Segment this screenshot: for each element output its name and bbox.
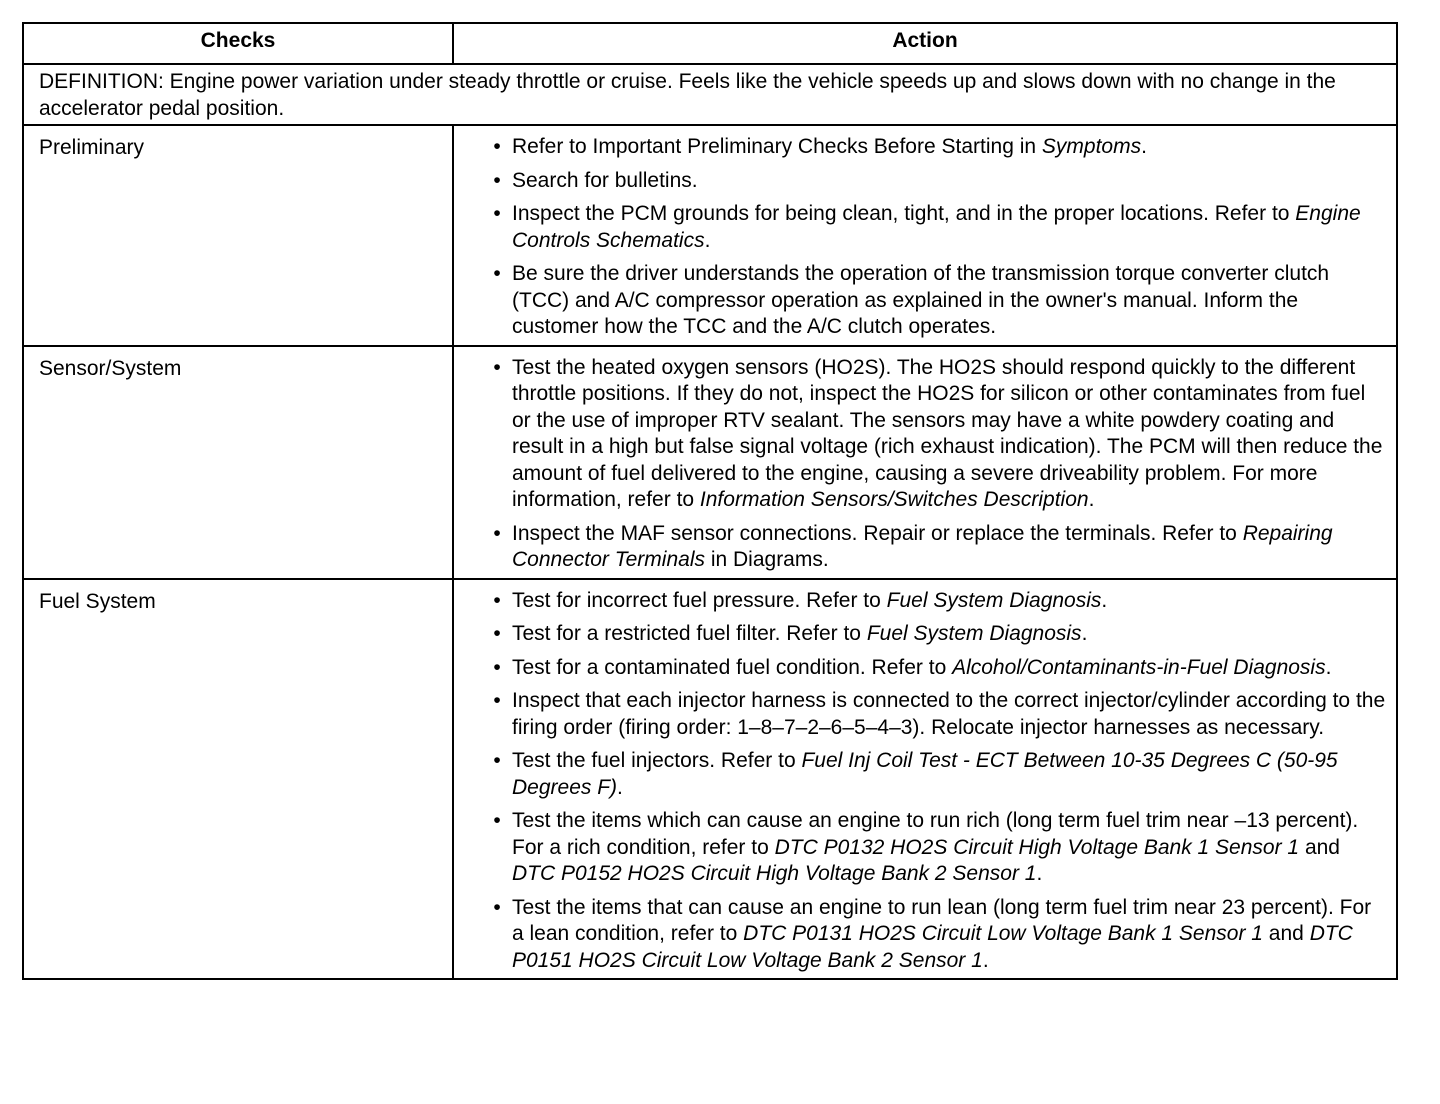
reference-link-text: DTC P0152 HO2S Circuit High Voltage Bank 2 Sensor 1 (512, 862, 1037, 885)
bullet-icon: • (493, 809, 501, 832)
reference-link-text: Information Sensors/Switches Description (699, 488, 1089, 511)
action-item: • Test the items that can cause an engine to run lean (long term fuel trim near 23 percent). For a lean condition, refer to DTC P0131 HO2S Circuit Low Voltage Bank 1 Sensor 1 and DTC P0151 HO2S Circuit Low Voltage Bank 2 Sensor 1. (490, 895, 1388, 975)
reference-link-text: Fuel System Diagnosis (866, 622, 1082, 645)
bullet-icon: • (493, 749, 501, 772)
action-item: • Test for a restricted fuel filter. Refer to Fuel System Diagnosis. (490, 621, 1388, 648)
bullet-icon: • (493, 168, 501, 192)
header-row (23, 23, 1397, 64)
action-item: • Test the fuel injectors. Refer to Fuel Inj Coil Test - ECT Between 10-35 Degrees C (50-95 Degrees F). (490, 748, 1388, 801)
action-cell (453, 579, 1397, 980)
bullet-icon: • (493, 262, 501, 285)
reference-link-text: Repairing Connector Terminals (512, 521, 1333, 571)
action-item: • Search for bulletins. (490, 168, 1388, 195)
bullet-icon: • (493, 655, 501, 679)
action-cell (453, 346, 1397, 579)
reference-link-text: DTC P0132 HO2S Circuit High Voltage Bank 1 Sensor 1 (774, 835, 1300, 859)
table-row-sensor-system (23, 346, 1397, 579)
reference-link-text: DTC P0151 HO2S Circuit Low Voltage Bank 2 Sensor 1 (512, 922, 1353, 972)
check-label: Preliminary (23, 125, 453, 346)
action-header: Action (453, 23, 1397, 64)
bullet-icon: • (493, 135, 501, 158)
action-item: • Be sure the driver understands the operation of the transmission torque converter clutch (TCC) and A/C compressor operation as explained in the owner's manual. Inform the customer how the TCC and the A/C clutch operates. (490, 261, 1388, 341)
bullet-icon: • (493, 622, 501, 645)
action-cell (453, 125, 1397, 346)
action-item: • Inspect the MAF sensor connections. Repair or replace the terminals. Refer to Repairing Connector Terminals in Diagrams. (490, 521, 1388, 574)
action-item: • Test the items which can cause an engine to run rich (long term fuel trim near –13 percent). For a rich condition, refer to DTC P0132 HO2S Circuit High Voltage Bank 1 Sensor 1 and DTC P0152 HO2S Circuit High Voltage Bank 2 Sensor 1. (490, 808, 1388, 888)
bullet-icon: • (493, 202, 501, 225)
action-list (490, 134, 1388, 341)
definition-text: DEFINITION: Engine power variation under steady throttle or cruise. Feels like the vehicle speeds up and slows down with no change in the accelerator pedal position. (23, 64, 1397, 125)
reference-link-text: Fuel Inj Coil Test - ECT Between 10-35 Degrees C (50-95 Degrees F) (512, 749, 1338, 799)
reference-link-text: Alcohol/Contaminants-in-Fuel Diagnosis (952, 655, 1326, 679)
reference-link-text: Engine Controls Schematics (512, 202, 1361, 252)
check-label: Fuel System (23, 579, 453, 980)
action-list (490, 355, 1388, 574)
table-row-preliminary (23, 125, 1397, 346)
reference-link-text: Symptoms (1041, 135, 1142, 158)
check-label: Sensor/System (23, 346, 453, 579)
action-item: • Inspect that each injector harness is connected to the correct injector/cylinder according to the firing order (firing order: 1–8–7–2–6–5–4–3). Relocate injector harnesses as necessary. (490, 688, 1388, 741)
action-item: • Test for incorrect fuel pressure. Refer to Fuel System Diagnosis. (490, 588, 1388, 615)
action-item: • Inspect the PCM grounds for being clean, tight, and in the proper locations. Refer to Engine Controls Schematics. (490, 201, 1388, 254)
definition-row (23, 64, 1397, 125)
action-item: • Refer to Important Preliminary Checks Before Starting in Symptoms. (490, 134, 1388, 161)
bullet-icon: • (493, 588, 501, 612)
reference-link-text: Fuel System Diagnosis (886, 588, 1102, 612)
table-row-fuel-system (23, 579, 1397, 980)
checks-header: Checks (23, 23, 453, 64)
action-item: • Test for a contaminated fuel condition. Refer to Alcohol/Contaminants-in-Fuel Diagnosis. (490, 655, 1388, 682)
bullet-icon: • (493, 689, 501, 712)
reference-link-text: DTC P0131 HO2S Circuit Low Voltage Bank 1 Sensor 1 (743, 922, 1263, 945)
action-item: • Test the heated oxygen sensors (HO2S). The HO2S should respond quickly to the different throttle positions. If they do not, inspect the HO2S for silicon or other contaminates from fuel or the use of improper RTV sealant. The sensors may have a white powdery coating and result in a high but false signal voltage (rich exhaust indication). The PCM will then reduce the amount of fuel delivered to the engine, causing a severe driveability problem. For more information, refer to Information Sensors/Switches Description. (490, 355, 1388, 514)
diagnostic-table (22, 22, 1398, 980)
action-list (490, 588, 1388, 975)
bullet-icon: • (493, 355, 501, 379)
bullet-icon: • (493, 521, 501, 545)
bullet-icon: • (493, 895, 501, 919)
